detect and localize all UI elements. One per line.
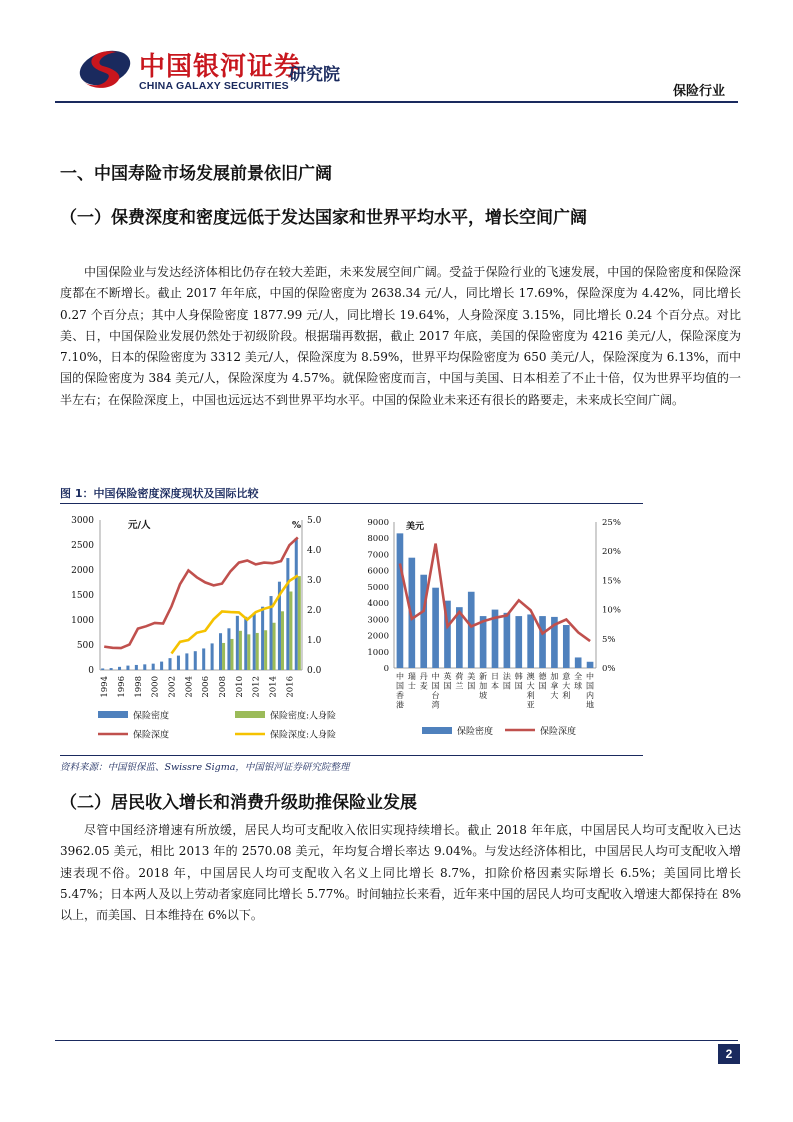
x-tick-label: 1994 xyxy=(100,676,111,698)
y-tick-label-left: 0 xyxy=(88,666,94,676)
bar-density xyxy=(420,575,427,668)
x-category-label: 瑞士 xyxy=(407,672,416,691)
x-tick-label: 2010 xyxy=(234,676,245,698)
page-number: 2 xyxy=(718,1044,740,1064)
bar-life-density xyxy=(256,633,259,670)
bar-density xyxy=(244,617,247,670)
figure-title: 图 1：中国保险密度深度现状及国际比较 xyxy=(60,487,259,500)
bar-density xyxy=(286,558,289,670)
bar-density xyxy=(575,657,582,668)
chart-international-comparison xyxy=(362,508,644,752)
bar-life-density xyxy=(281,611,284,670)
x-tick-label: 2014 xyxy=(268,676,279,698)
bar-density xyxy=(135,665,138,670)
bar-density xyxy=(480,616,487,668)
x-category-label: 法国 xyxy=(502,672,511,691)
chart-china-density-depth xyxy=(60,508,360,752)
y-tick-label-left: 8000 xyxy=(367,534,389,545)
bar-density xyxy=(211,643,214,670)
bar-density xyxy=(468,592,475,668)
x-tick-label: 2012 xyxy=(251,676,262,698)
x-category-label: 中国内地 xyxy=(586,672,595,710)
y-tick-label-left: 2000 xyxy=(71,566,94,576)
legend-label: 保险密度 xyxy=(133,711,170,722)
x-category-label: 中国香港 xyxy=(395,672,404,710)
bar-density xyxy=(101,668,104,670)
legend-label: 保险深度 xyxy=(540,727,577,737)
y-tick-label-left: 1500 xyxy=(71,591,94,601)
bar-life-density xyxy=(222,643,225,670)
y-tick-label-right: 0.0 xyxy=(307,666,322,676)
y-tick-label-right: 5.0 xyxy=(307,516,322,526)
institute-label: 研究院 xyxy=(289,65,340,85)
y-axis-title-left: 元/人 xyxy=(128,520,151,531)
bar-density xyxy=(169,658,172,670)
bar-density xyxy=(227,628,230,670)
y-tick-label-left: 7000 xyxy=(367,550,389,561)
bar-density xyxy=(432,588,439,668)
legend-label: 保险深度 xyxy=(133,730,170,741)
y-axis-title-left: 美元 xyxy=(406,522,425,532)
legend-swatch xyxy=(422,727,452,734)
bar-life-density xyxy=(273,623,276,670)
bar-life-density xyxy=(264,630,267,670)
x-category-label: 澳大利亚 xyxy=(526,672,535,710)
bar-density xyxy=(194,651,197,670)
x-category-label: 英国 xyxy=(443,672,452,691)
bar-life-density xyxy=(239,631,242,670)
paragraph-1: 中国保险业与发达经济体相比仍存在较大差距，未来发展空间广阔。受益于保险行业的飞速发展，中国的保险密度和保险深度都在不断增长。截止 2017 年年底，中国的保险密度为 2638.34 元/人，同比增长 17.69%，保险深度为 4.42%，同比增长 0.27 个百分点；其中人身保险密度 1877.99 元/人，同比增长 19.64%，人身险深度 3.15%，同比增长 0.24 个百分点。对比美、日，中国保险业发展仍然处于初级阶段。根据瑞再数据，截止 2017 年底，美国的保险密度为 4216 美元/人，保险深度为 7.10%，日本的保险密度为 3312 美元/人，保险深度为 8.59%，世界平均保险密度为 650 美元/人，保险深度为 6.13%，而中国的保险密度为 384 美元/人，保险深度为 4.57%。就保险密度而言，中国与美国、日本相差了不止十倍，仅为世界平均值的一半左右；在保险深度上，中国也远远达不到世界平均水平。中国的保险业未来还有很长的路要走，未来成长空间广阔。 xyxy=(60,265,741,407)
bar-density xyxy=(397,533,404,668)
industry-label: 保险行业 xyxy=(672,84,725,99)
bar-density xyxy=(185,653,188,670)
bar-density xyxy=(160,662,163,670)
bar-density xyxy=(563,625,570,668)
y-tick-label-right: 0% xyxy=(602,664,616,674)
x-tick-label: 1998 xyxy=(133,676,144,698)
y-tick-label-right: 3.0 xyxy=(307,576,322,586)
bar-density xyxy=(539,616,546,668)
x-category-label: 意大利 xyxy=(562,672,571,700)
bar-density xyxy=(527,614,534,668)
x-tick-label: 2016 xyxy=(285,676,296,698)
y-tick-label-left: 0 xyxy=(383,664,389,674)
y-tick-label-left: 5000 xyxy=(367,582,389,593)
bar-density xyxy=(587,662,594,668)
y-tick-label-right: 20% xyxy=(602,547,621,558)
x-tick-label: 2008 xyxy=(218,676,229,698)
bar-density xyxy=(152,664,155,670)
brand-name-en: CHINA GALAXY SECURITIES xyxy=(139,80,289,92)
x-category-label: 中国台湾 xyxy=(431,672,440,710)
bar-density xyxy=(261,607,264,670)
subsection-title-1: （一）保费深度和密度远低于发达国家和世界平均水平，增长空间广阔 xyxy=(60,208,587,228)
bar-life-density xyxy=(289,592,292,671)
legend-label: 保险深度:人身险 xyxy=(270,730,337,741)
x-category-label: 全球 xyxy=(574,672,583,691)
section-title: 一、中国寿险市场发展前景依旧广阔 xyxy=(60,164,332,184)
bar-density xyxy=(515,616,522,668)
x-category-label: 韩国 xyxy=(514,672,523,691)
bar-density xyxy=(177,656,180,670)
bar-density xyxy=(202,648,205,670)
x-category-label: 德国 xyxy=(538,672,547,691)
bar-density xyxy=(126,666,129,670)
x-tick-label: 2000 xyxy=(150,676,161,698)
bar-life-density xyxy=(230,639,233,670)
footer-divider xyxy=(55,1040,738,1041)
y-tick-label-right: 10% xyxy=(602,605,621,616)
y-tick-label-left: 6000 xyxy=(367,566,389,577)
figure-source: 资料来源：中国银保监、Swissre Sigma，中国银河证券研究院整理 xyxy=(60,762,350,773)
paragraph-2: 尽管中国经济增速有所放缓，居民人均可支配收入依旧实现持续增长。截止 2018 年年底，中国居民人均可支配收入已达 3962.05 美元，相比 2013 年的 2570.08 美元，年均复合增长率达 9.04%。与发达经济体相比，中国居民人均可支配收入增速表现不俗。2018 年，中国居民人均可支配收入名义上同比增长 8.7%，扣除价格因素实际增长 6.5%；美国同比增长 5.47%；日本两人及以上劳动者家庭同比增长 5.77%。时间轴拉长来看，近年来中国的居民人均可支配收入增速大都保持在 8%以上，而美国、日本维持在 6%以下。 xyxy=(60,823,741,923)
bar-density xyxy=(236,616,239,670)
figure-bottom-rule xyxy=(60,755,643,756)
bar-density xyxy=(504,613,511,668)
y-tick-label-left: 9000 xyxy=(367,518,389,528)
y-tick-label-left: 3000 xyxy=(367,615,389,626)
subsection-title-2: （二）居民收入增长和消费升级助推保险业发展 xyxy=(60,793,417,813)
bar-density xyxy=(295,538,298,670)
y-tick-label-right: 2.0 xyxy=(307,606,322,616)
y-axis-title-right: % xyxy=(292,520,302,531)
legend-label: 保险密度:人身险 xyxy=(270,711,337,722)
y-tick-label-left: 3000 xyxy=(71,516,94,526)
bar-density xyxy=(143,664,146,670)
y-tick-label-right: 25% xyxy=(602,518,621,528)
x-category-label: 日本 xyxy=(491,672,499,691)
y-tick-label-right: 5% xyxy=(602,634,616,645)
x-category-label: 荷兰 xyxy=(455,672,464,691)
legend-swatch xyxy=(235,711,265,718)
x-category-label: 丹麦 xyxy=(419,672,428,691)
y-tick-label-left: 500 xyxy=(76,641,94,651)
x-category-label: 加拿大 xyxy=(550,672,559,700)
y-tick-label-left: 2000 xyxy=(367,631,389,642)
figure-top-rule xyxy=(60,503,643,504)
x-category-label: 新加坡 xyxy=(479,672,488,700)
y-tick-label-left: 4000 xyxy=(367,599,389,610)
y-tick-label-right: 4.0 xyxy=(307,546,322,556)
y-tick-label-left: 1000 xyxy=(367,647,389,658)
bar-density xyxy=(110,668,113,670)
legend-label: 保险密度 xyxy=(457,727,494,737)
galaxy-logo-icon xyxy=(77,46,133,90)
x-tick-label: 2002 xyxy=(167,676,178,698)
x-tick-label: 2006 xyxy=(201,676,212,698)
y-tick-label-left: 1000 xyxy=(71,616,94,626)
y-tick-label-right: 1.0 xyxy=(307,636,322,646)
bar-density xyxy=(118,667,121,670)
y-tick-label-right: 15% xyxy=(602,576,621,587)
bar-density xyxy=(253,613,256,670)
x-tick-label: 2004 xyxy=(184,676,195,698)
x-category-label: 美国 xyxy=(467,672,476,691)
bar-life-density xyxy=(247,634,250,670)
bar-density xyxy=(219,633,222,670)
bar-life-density xyxy=(298,576,301,670)
legend-swatch xyxy=(98,711,128,718)
y-tick-label-left: 2500 xyxy=(71,541,94,551)
header-divider xyxy=(55,101,738,103)
brand-name-cn: 中国银河证券 xyxy=(139,52,302,82)
x-tick-label: 1996 xyxy=(117,676,128,698)
